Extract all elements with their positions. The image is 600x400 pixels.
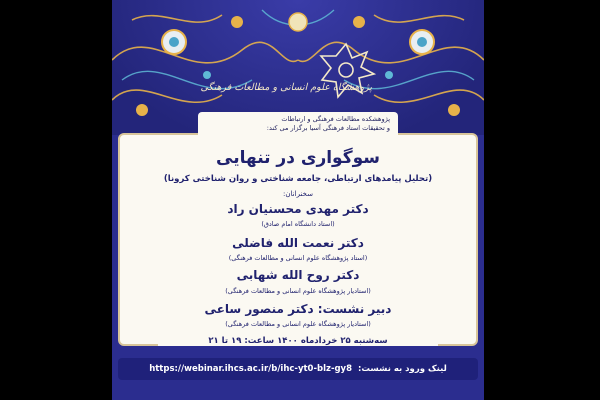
- webinar-link-bar: [118, 358, 478, 380]
- speaker-name: دکتر مهدی محسنیان راد: [227, 202, 369, 216]
- event-subtitle: (تحلیل پیامدهای ارتباطی، جامعه شناختی و روان شناختی کرونا): [163, 174, 433, 184]
- university-name: پژوهشگاه علوم انسانی و مطالعات فرهنگی: [200, 82, 372, 93]
- speaker-name: دکتر روح الله شهابی: [236, 268, 360, 282]
- organizer-line: و تحقیقات استاد فرهنگی آسیا برگزار می کند:: [266, 123, 390, 132]
- moderator-affiliation: (استادیار پژوهشگاه علوم انسانی و مطالعات فرهنگی): [225, 320, 371, 328]
- link-label: لینک ورود به نشست:: [358, 364, 447, 374]
- speaker-affiliation: (استادیار پژوهشگاه علوم انسانی و مطالعات فرهنگی): [225, 287, 371, 295]
- organizer-box: [198, 112, 398, 140]
- event-title: سوگواری در تنهایی: [216, 148, 380, 168]
- speakers-label: سخنرانان:: [283, 190, 313, 198]
- speaker-affiliation: (استاد دانشگاه امام صادق): [261, 220, 335, 228]
- speaker-name: دکتر نعمت الله فاضلی: [232, 236, 364, 250]
- moderator-name: دبیر نشست: دکتر منصور ساعی: [204, 302, 392, 316]
- event-poster: [112, 0, 484, 400]
- organizer-line: پژوهشکده مطالعات فرهنگی و ارتباطات: [281, 115, 390, 123]
- speaker-affiliation: (استاد پژوهشگاه علوم انسانی و مطالعات فرهنگی): [228, 254, 368, 262]
- webinar-link[interactable]: https://webinar.ihcs.ac.ir/b/ihc-yt0-blz-gy8: [149, 364, 353, 374]
- event-datetime: سه‌شنبه ۲۵ خردادماه ۱۴۰۰ ساعت: ۱۹ تا ۲۱: [158, 336, 438, 346]
